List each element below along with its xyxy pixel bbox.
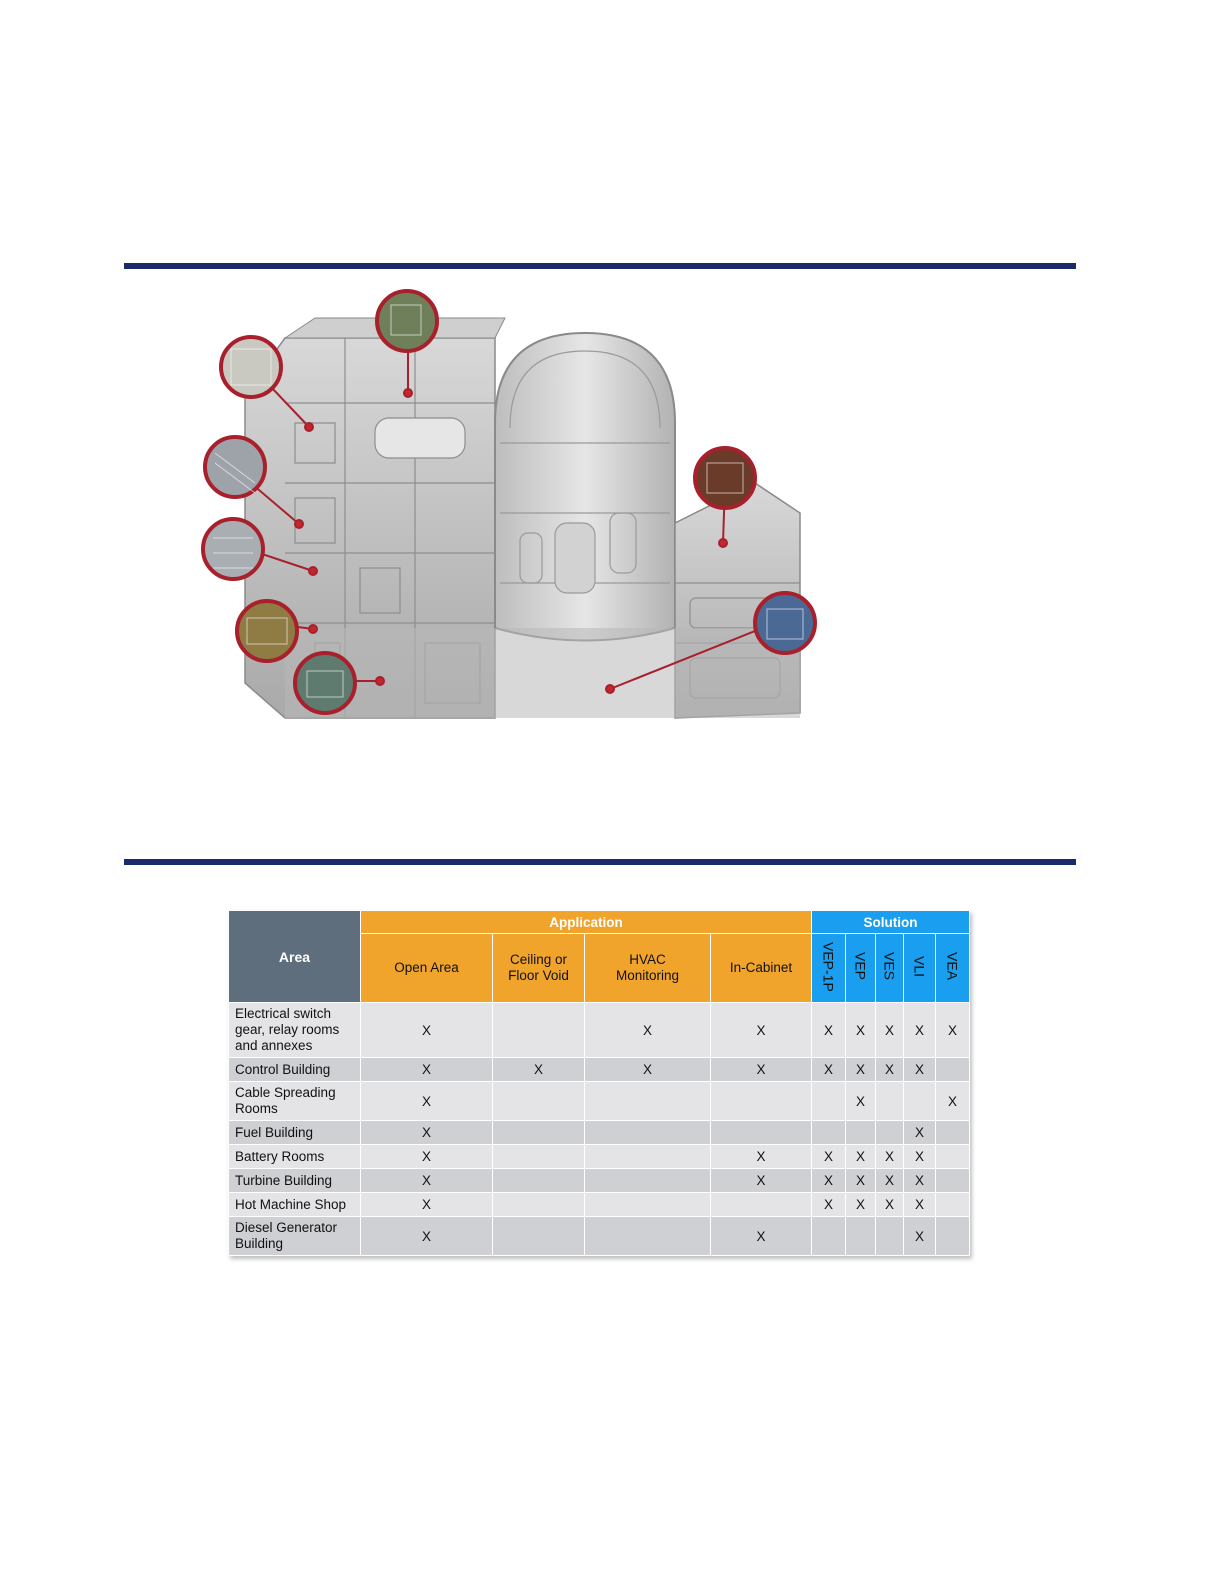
matrix-cell: X — [361, 1217, 493, 1256]
matrix-cell: X — [846, 1145, 876, 1169]
matrix-cell: X — [846, 1058, 876, 1082]
matrix-cell — [812, 1217, 846, 1256]
matrix-cell — [904, 1082, 936, 1121]
matrix-cell — [493, 1082, 585, 1121]
matrix-cell — [493, 1145, 585, 1169]
matrix-cell — [711, 1193, 812, 1217]
matrix-cell: X — [936, 1003, 970, 1058]
matrix-cell: X — [904, 1003, 936, 1058]
matrix-cell: X — [904, 1145, 936, 1169]
matrix-cell: X — [936, 1082, 970, 1121]
area-cell: Cable Spreading Rooms — [229, 1082, 361, 1121]
col-vep: VEP — [846, 934, 876, 1003]
matrix-cell — [711, 1121, 812, 1145]
matrix-cell: X — [812, 1193, 846, 1217]
basement-level — [285, 628, 800, 718]
reactor-containment-dome — [495, 333, 675, 641]
area-cell: Fuel Building — [229, 1121, 361, 1145]
matrix-cell: X — [361, 1121, 493, 1145]
matrix-cell: X — [812, 1058, 846, 1082]
matrix-cell — [711, 1082, 812, 1121]
plant-cutaway-illustration — [195, 283, 825, 723]
matrix-cell: X — [711, 1058, 812, 1082]
area-header: Area — [229, 911, 361, 1003]
matrix-cell: X — [846, 1082, 876, 1121]
col-ves: VES — [876, 934, 904, 1003]
matrix-cell — [876, 1121, 904, 1145]
matrix-cell: X — [904, 1193, 936, 1217]
matrix-cell — [585, 1145, 711, 1169]
matrix-cell: X — [711, 1145, 812, 1169]
matrix-cell — [936, 1145, 970, 1169]
table-row — [229, 1145, 970, 1169]
col-in-cabinet: In-Cabinet — [711, 934, 812, 1003]
matrix-cell — [876, 1082, 904, 1121]
col-open-area: Open Area — [361, 934, 493, 1003]
table-row — [229, 1003, 970, 1058]
matrix-cell: X — [361, 1145, 493, 1169]
matrix-cell: X — [876, 1058, 904, 1082]
matrix-cell: X — [876, 1003, 904, 1058]
matrix-cell: X — [904, 1169, 936, 1193]
application-header: Application — [361, 911, 812, 934]
matrix-cell — [876, 1217, 904, 1256]
matrix-cell — [493, 1217, 585, 1256]
matrix-cell: X — [711, 1217, 812, 1256]
matrix-cell: X — [846, 1003, 876, 1058]
solution-header: Solution — [812, 911, 970, 934]
matrix-cell: X — [904, 1217, 936, 1256]
matrix-cell: X — [876, 1169, 904, 1193]
matrix-cell — [493, 1169, 585, 1193]
col-hvac-monitoring: HVAC Monitoring — [585, 934, 711, 1003]
table-row — [229, 1169, 970, 1193]
matrix-cell: X — [361, 1193, 493, 1217]
matrix-cell: X — [812, 1145, 846, 1169]
matrix-cell: X — [711, 1169, 812, 1193]
matrix-cell — [585, 1082, 711, 1121]
matrix-cell — [493, 1121, 585, 1145]
matrix-cell: X — [904, 1121, 936, 1145]
matrix-cell: X — [876, 1145, 904, 1169]
matrix-cell: X — [812, 1003, 846, 1058]
table-row — [229, 1082, 970, 1121]
area-cell: Control Building — [229, 1058, 361, 1082]
section-rule-bottom — [124, 859, 1076, 865]
col-ceiling-floor-void: Ceiling or Floor Void — [493, 934, 585, 1003]
matrix-cell: X — [876, 1193, 904, 1217]
matrix-cell — [812, 1121, 846, 1145]
area-cell: Electrical switch gear, relay rooms and annexes — [229, 1003, 361, 1058]
matrix-cell — [585, 1121, 711, 1145]
matrix-cell — [585, 1169, 711, 1193]
col-vea: VEA — [936, 934, 970, 1003]
matrix-cell: X — [585, 1058, 711, 1082]
area-cell: Battery Rooms — [229, 1145, 361, 1169]
col-vep-1p: VEP-1P — [812, 934, 846, 1003]
table-row — [229, 1121, 970, 1145]
matrix-cell — [846, 1121, 876, 1145]
table-row — [229, 1058, 970, 1082]
matrix-cell — [585, 1193, 711, 1217]
matrix-cell — [936, 1217, 970, 1256]
matrix-cell: X — [493, 1058, 585, 1082]
matrix-cell — [493, 1003, 585, 1058]
table-row — [229, 1217, 970, 1256]
area-cell: Hot Machine Shop — [229, 1193, 361, 1217]
matrix-cell: X — [361, 1169, 493, 1193]
matrix-cell — [936, 1121, 970, 1145]
matrix-cell: X — [846, 1193, 876, 1217]
area-cell: Turbine Building — [229, 1169, 361, 1193]
matrix-cell: X — [711, 1003, 812, 1058]
matrix-cell: X — [904, 1058, 936, 1082]
matrix-cell: X — [361, 1058, 493, 1082]
matrix-cell: X — [585, 1003, 711, 1058]
col-vli: VLI — [904, 934, 936, 1003]
matrix-cell: X — [361, 1082, 493, 1121]
matrix-cell — [493, 1193, 585, 1217]
matrix-cell — [812, 1082, 846, 1121]
matrix-cell — [585, 1217, 711, 1256]
area-cell: Diesel Generator Building — [229, 1217, 361, 1256]
matrix-cell: X — [361, 1003, 493, 1058]
table-row — [229, 1193, 970, 1217]
section-rule-top — [124, 263, 1076, 269]
matrix-cell — [936, 1169, 970, 1193]
matrix-cell — [936, 1193, 970, 1217]
matrix-cell: X — [812, 1169, 846, 1193]
matrix-cell — [846, 1217, 876, 1256]
application-solution-matrix — [228, 910, 970, 1256]
matrix-cell — [936, 1058, 970, 1082]
matrix-cell: X — [846, 1169, 876, 1193]
